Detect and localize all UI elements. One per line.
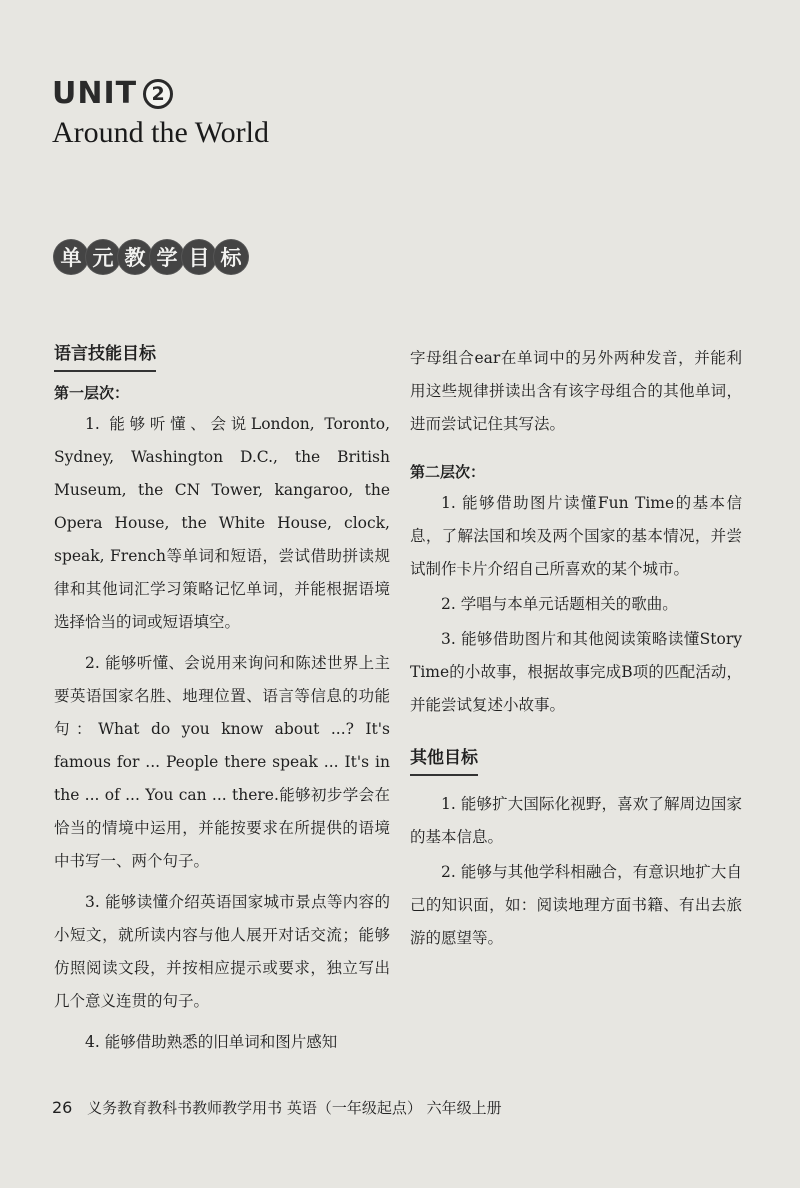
banner-char: 教 bbox=[118, 240, 152, 274]
banner-char: 单 bbox=[54, 240, 88, 274]
banner-char: 目 bbox=[182, 240, 216, 274]
unit-goals-banner bbox=[54, 240, 246, 274]
goal-paragraph: 3. 能够借助图片和其他阅读策略读懂Story Time的小故事，根据故事完成B项的匹配活动，并能尝试复述小故事。 bbox=[410, 630, 742, 714]
goal-paragraph: 3. 能够读懂介绍英语国家城市景点等内容的小短文，就所读内容与他人展开对话交流；能够仿照阅读文段，并按相应提示或要求，独立写出几个意义连贯的句子。 bbox=[54, 893, 390, 1010]
unit-title: Around the World bbox=[52, 116, 270, 149]
level-two-heading: 第二层次： bbox=[410, 463, 486, 481]
page-number: 26 bbox=[52, 1098, 73, 1117]
goal-paragraph: 1. 能够听懂、会说London, Toronto, Sydney, Washington D.C., the British Museum, the CN Tower, kangaroo, the Opera House, the White House, clock, speak, French等单词和短语，尝试借助拼读规律和其他词汇学习策略记忆单词，并能根据语境选择恰当的词或短语填空。 bbox=[54, 415, 390, 631]
goal-paragraph: 1. 能够扩大国际化视野，喜欢了解周边国家的基本信息。 bbox=[410, 795, 742, 846]
other-goals-heading: 其他目标 bbox=[410, 744, 478, 776]
unit-number-badge: 2 bbox=[143, 79, 173, 109]
goal-paragraph: 2. 学唱与本单元话题相关的歌曲。 bbox=[441, 595, 678, 613]
unit-word: UNIT bbox=[52, 76, 138, 111]
banner-char: 标 bbox=[214, 240, 248, 274]
right-column bbox=[410, 342, 742, 955]
page-footer bbox=[52, 1097, 502, 1118]
banner-char: 元 bbox=[86, 240, 120, 274]
goal-paragraph: 4. 能够借助熟悉的旧单词和图片感知 bbox=[85, 1033, 338, 1051]
level-one-heading: 第一层次： bbox=[54, 384, 130, 402]
banner-char: 学 bbox=[150, 240, 184, 274]
language-skills-heading: 语言技能目标 bbox=[54, 340, 156, 372]
goal-paragraph: 2. 能够听懂、会说用来询问和陈述世界上主要英语国家名胜、地理位置、语言等信息的功能句：What do you know about ...? It's famous for ... People there speak ... It's in the ... of ... You can ... there.能够初步学会在恰当的情境中运用，并能按要求在所提供的语境中书写一、两个句子。 bbox=[54, 654, 390, 870]
unit-label bbox=[52, 76, 173, 111]
goal-paragraph-continued: 字母组合ear在单词中的另外两种发音，并能利用这些规律拼读出含有该字母组合的其他单词，进而尝试记住其写法。 bbox=[410, 349, 742, 433]
book-title: 义务教育教科书教师教学用书 英语（一年级起点） 六年级上册 bbox=[87, 1099, 502, 1117]
goal-paragraph: 1. 能够借助图片读懂Fun Time的基本信息，了解法国和埃及两个国家的基本情况，并尝试制作卡片介绍自己所喜欢的某个城市。 bbox=[410, 494, 742, 578]
left-column bbox=[54, 338, 390, 1059]
goal-paragraph: 2. 能够与其他学科相融合，有意识地扩大自己的知识面，如：阅读地理方面书籍、有出去旅游的愿望等。 bbox=[410, 863, 742, 947]
